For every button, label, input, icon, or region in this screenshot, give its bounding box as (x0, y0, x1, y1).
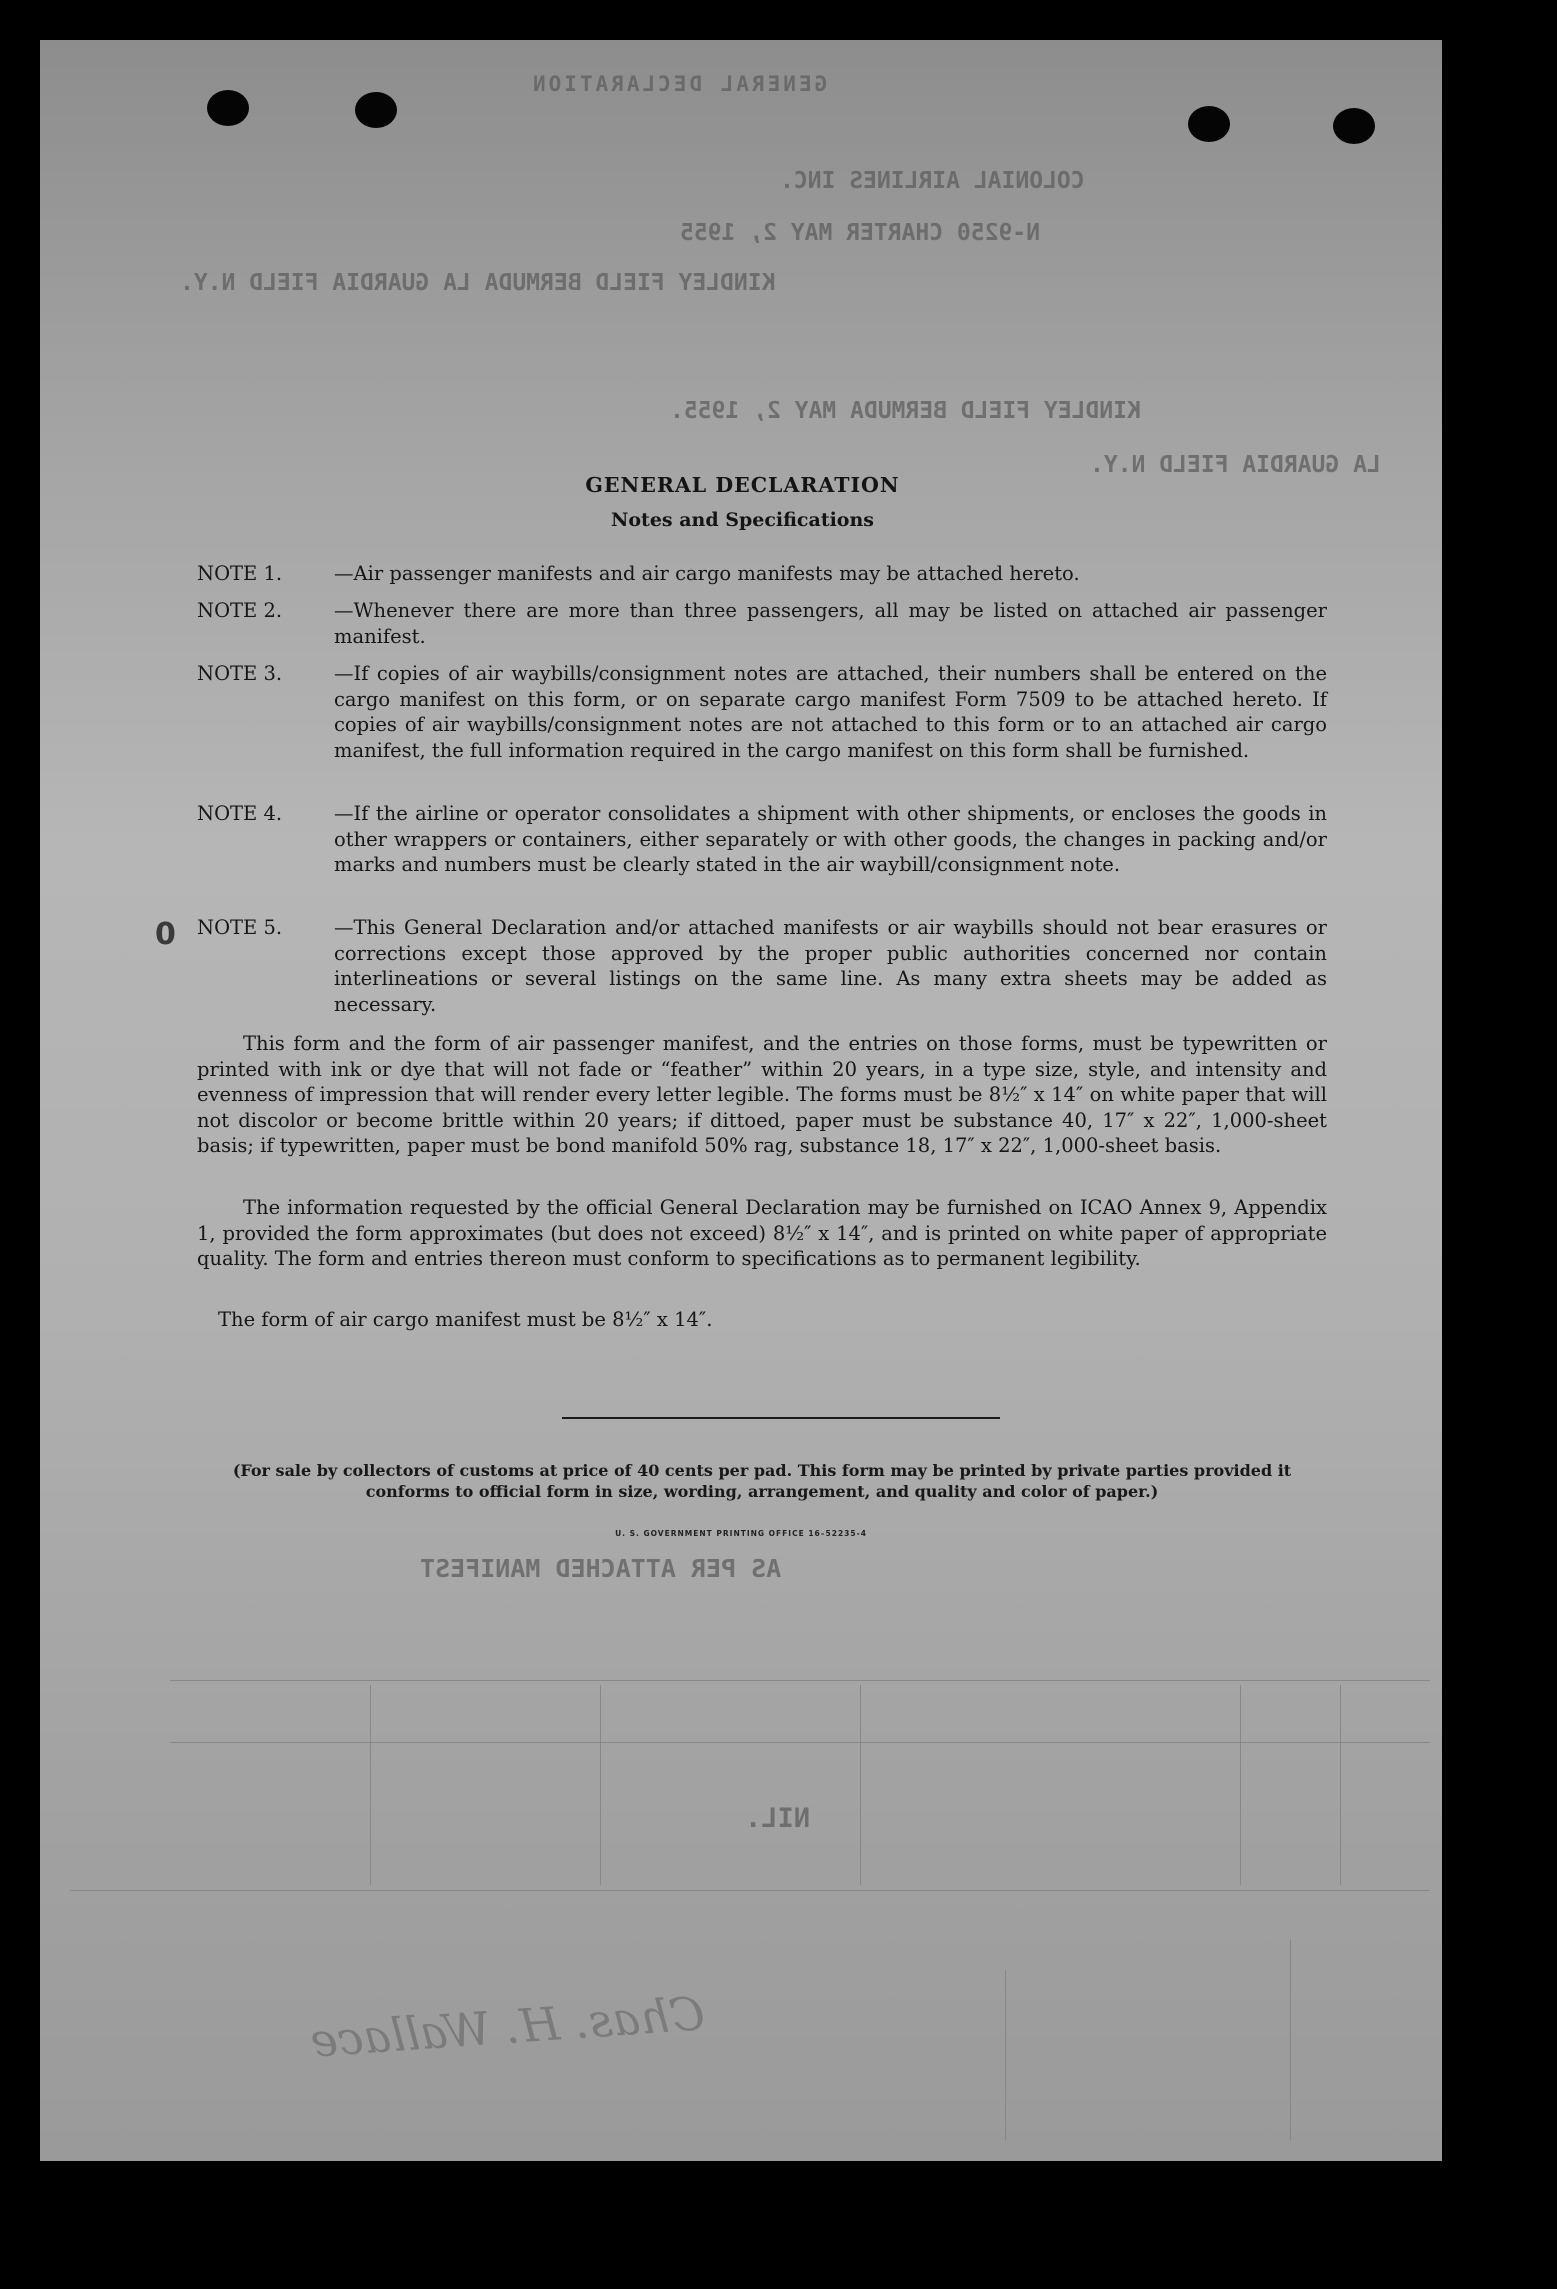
note-label: NOTE 1. (197, 562, 283, 585)
punch-hole (207, 90, 249, 126)
bleed-through-owner: COLONIAL AIRLINES INC. (780, 168, 1085, 194)
note-label: NOTE 5. (197, 916, 283, 939)
note-2 (197, 598, 1327, 649)
document-page (40, 40, 1442, 2161)
divider (562, 1417, 1000, 1419)
punch-hole (355, 92, 397, 128)
note-text: —Whenever there are more than three passengers, all may be listed on attached air passenger manifest. (334, 599, 1327, 648)
bleed-grid-line (860, 1685, 861, 1885)
form-spec-paragraph: This form and the form of air passenger manifest, and the entries on those forms, must be typewritten or printed with ink or dye that will not fade or “feather” within 20 years, in a type size, style, and intensity and evenness of impression that will render every letter legible. The forms must be 8½″ x 14″ on white paper that will not discolor or become brittle within 20 years; if dittoed, paper must be substance 40, 17″ x 22″, 1,000-sheet basis; if typewritten, paper must be bond manifold 50% rag, substance 18, 17″ x 22″, 1,000-sheet basis. (197, 1032, 1327, 1157)
punch-hole (1188, 106, 1230, 142)
margin-mark: 0 (155, 917, 176, 952)
note-text: —This General Declaration and/or attached manifests or air waybills should not bear erasures or corrections except those approved by the proper public authorities concerned nor contain interlineations or several listings on the same line. As many extra sheets may be added as necessary. (334, 916, 1327, 1016)
bleed-grid-line (70, 1890, 1430, 1891)
note-3 (197, 661, 1327, 763)
sale-notice: (For sale by collectors of customs at price of 40 cents per pad. This form may be printed by private parties provided it conforms to official form in size, wording, arrangement, and quality and color of paper.) (232, 1461, 1292, 1501)
bleed-grid-line (170, 1742, 1430, 1743)
note-text: —Air passenger manifests and air cargo manifests may be attached hereto. (334, 562, 1080, 585)
bleed-grid-line (1240, 1685, 1241, 1885)
note-4 (197, 801, 1327, 878)
note-text: —If copies of air waybills/consignment notes are attached, their numbers shall be entered on the cargo manifest on this form, or on separate cargo manifest Form 7509 to be attached hereto. If copies of air waybills/consignment notes are not attached to this form or to an attached air cargo manifest, the full information required in the cargo manifest on this form shall be furnished. (334, 662, 1327, 762)
bleed-grid-line (370, 1685, 371, 1885)
bleed-grid-line (1340, 1685, 1341, 1885)
page-title: GENERAL DECLARATION (585, 473, 900, 497)
bleed-through-flight: N-9250 CHARTER MAY 2, 1955 (680, 220, 1041, 246)
bleed-through-signature: Chas. H. Wallace (308, 1986, 707, 2068)
page-subtitle: Notes and Specifications (611, 509, 874, 531)
note-label: NOTE 4. (197, 802, 283, 825)
gpo-imprint: U. S. GOVERNMENT PRINTING OFFICE 16–52235-4 (615, 1529, 867, 1538)
bleed-grid-line (1005, 1970, 1006, 2140)
punch-hole (1333, 108, 1375, 144)
note-5 (197, 915, 1327, 1017)
bleed-grid-line (170, 1680, 1430, 1681)
note-1 (197, 561, 1327, 587)
bleed-through-line5: LA GUARDIA FIELD N.Y. (1090, 452, 1381, 478)
bleed-through-header: GENERAL DECLARATION (530, 72, 828, 96)
bleed-through-line4: KINDLEY FIELD BERMUDA MAY 2, 1955. (670, 398, 1141, 424)
icao-paragraph: The information requested by the official General Declaration may be furnished on ICAO Annex 9, Appendix 1, provided the form approximates (but does not exceed) 8½″ x 14″, and is printed on white paper of appropriate quality. The form and entries thereon must conform to specifications as to permanent legibility. (197, 1196, 1327, 1270)
bleed-through-depart: KINDLEY FIELD BERMUDA LA GUARDIA FIELD N.Y. (180, 270, 776, 296)
bleed-through-nil: NIL. (745, 1803, 811, 1834)
note-label: NOTE 2. (197, 599, 283, 622)
bleed-through-manifest: AS PER ATTACHED MANIFEST (420, 1554, 782, 1583)
note-label: NOTE 3. (197, 662, 283, 685)
bleed-grid-line (1290, 1940, 1291, 2140)
cargo-manifest-size: The form of air cargo manifest must be 8½″ x 14″. (218, 1308, 713, 1331)
bleed-grid-line (600, 1685, 601, 1885)
note-text: —If the airline or operator consolidates a shipment with other shipments, or encloses the goods in other wrappers or containers, either separately or with other goods, the changes in packing and/or marks and numbers must be clearly stated in the air waybill/consignment note. (334, 802, 1327, 876)
